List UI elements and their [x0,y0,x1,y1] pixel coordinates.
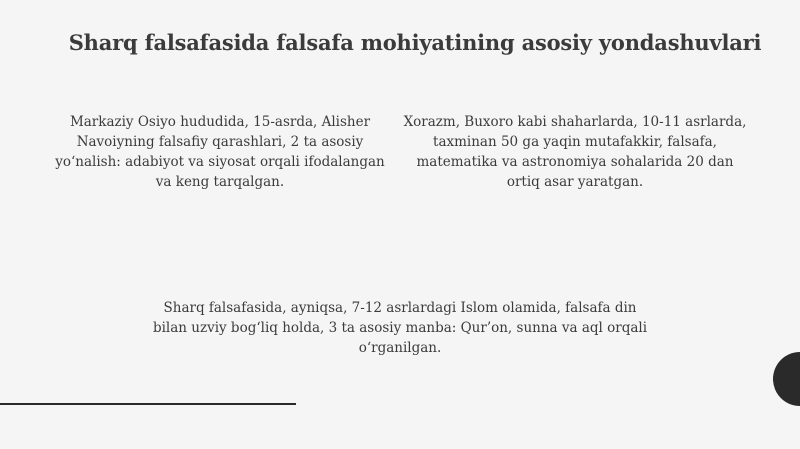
decorative-divider-line [0,403,296,405]
slide-title: Sharq falsafasida falsafa mohiyatining asosiy yondashuvlari [68,30,762,55]
text-block-khorezm-bukhara: Xorazm, Buxoro kabi shaharlarda, 10-11 asrlarda, taxminan 50 ga yaqin mutafakkir, falsafa, matematika va astronomiya sohalarida 20 dan ortiq asar yaratgan. [403,114,747,190]
text-block-navoi: Markaziy Osiyo hududida, 15-asrda, Alisher Navoiyning falsafiy qarashlari, 2 ta asosiy yo‘nalish: adabiyot va siyosat orqali ifodalangan va keng tarqalgan. [55,114,385,190]
decorative-circle [773,352,800,406]
text-block-islamic-philosophy: Sharq falsafasida, ayniqsa, 7-12 asrlardagi Islom olamida, falsafa din bilan uzviy bog‘liq holda, 3 ta asosiy manba: Qur’on, sunna va aql orqali o‘rganilgan. [152,300,648,356]
